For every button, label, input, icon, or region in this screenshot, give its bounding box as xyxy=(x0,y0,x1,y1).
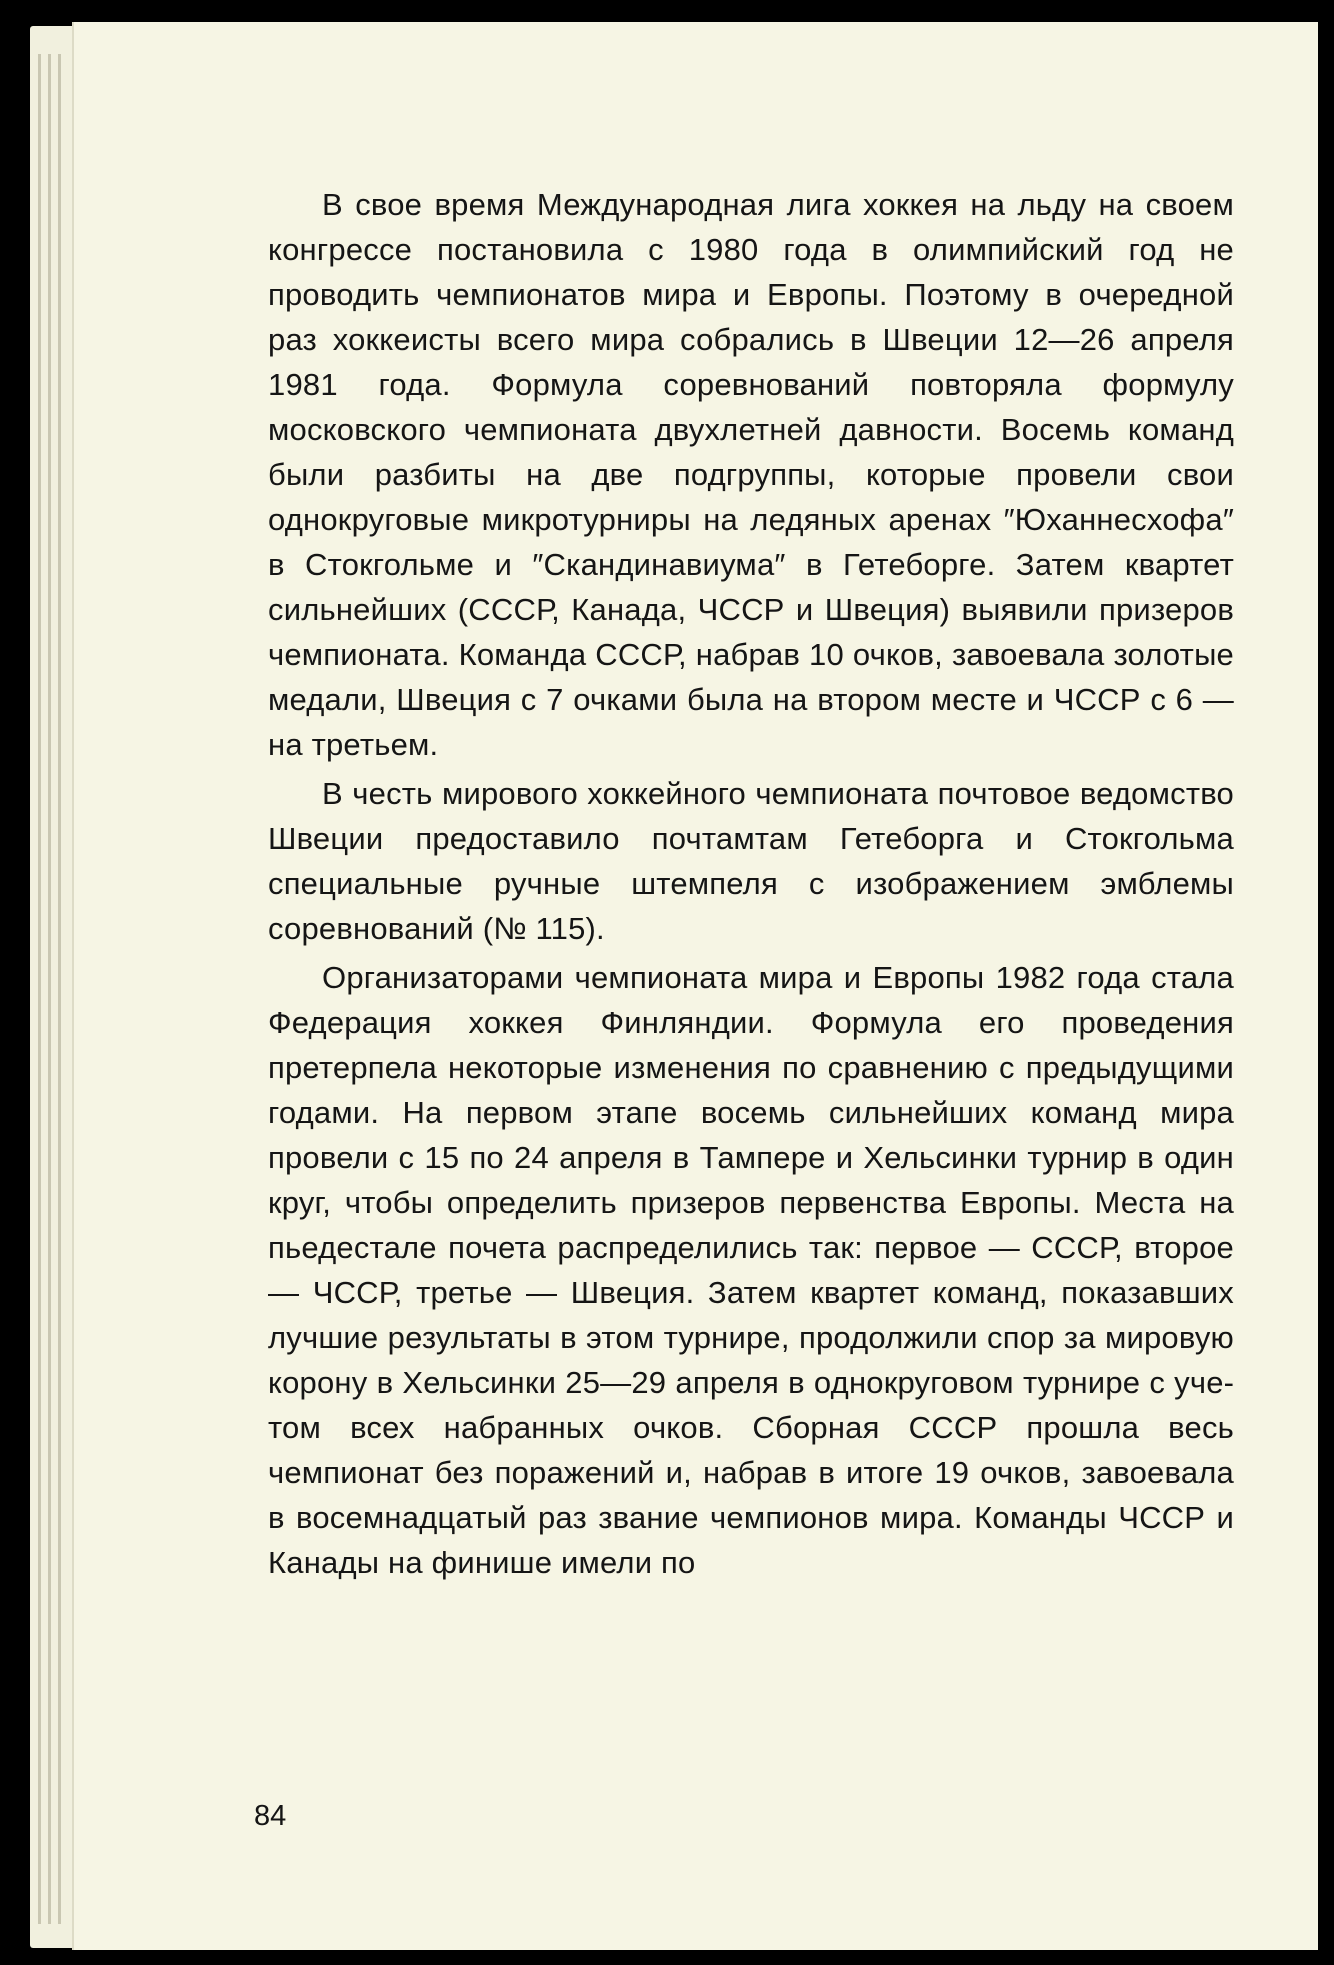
paragraph: В свое время Международная лига хоккея на льду на своем конгрессе постановила с 1980 года в олимпийский год не проводить чемпионатов мира и Европы. Поэтому в очередной раз хоккеисты всего мира собрались в Швеции 12—26 апреля 1981 года. Формула соревнований повторяла формулу московского чемпионата двухлетней давности. Восемь команд были разбиты на две подгруппы, которые провели свои однокруговые микротурниры на ледяных аренах ″Юханнесхофа″ в Стокгольме и ″Скандинавиума″ в Гетеборге. Затем квартет сильнейших (СССР, Канада, ЧССР и Швеция) выявили призеров чемпионата. Команда СССР, набрав 10 очков, завоевала золотые медали, Швеция с 7 очками была на втором месте и ЧССР с 6 — на третьем. xyxy=(268,187,1234,762)
page-number: 84 xyxy=(254,1800,287,1832)
page-edge-line xyxy=(48,54,51,1924)
page-edge-line xyxy=(38,54,41,1924)
paragraph: В честь мирового хоккейного чемпионата почтовое ведомство Швеции предоставило почтамтам Гетеборга и Стокгольма специальные ручные штемпеля с изображением эмблемы соревнований (№ 115). xyxy=(268,776,1234,946)
body-text xyxy=(268,182,1234,1589)
page-edge-line xyxy=(58,54,61,1924)
paragraph: Организаторами чемпионата мира и Европы 1982 года стала Федерация хоккея Финляндии. Формула его проведения претерпела некоторые изменения по сравнению с предыдущими годами. На первом этапе восемь сильнейших команд мира провели с 15 по 24 апреля в Тампере и Хельсинки турнир в один круг, чтобы определить призеров первенства Европы. Места на пьедестале почета распределились так: первое — СССР, второе — ЧССР, третье — Швеция. Затем квартет команд, показавших лучшие результаты в этом турнире, продолжили спор за мировую корону в Хельсинки 25—29 апреля в однокруговом турнире с учетом всех набранных очков. Сборная СССР прошла весь чемпионат без поражений и, набрав в итоге 19 очков, завоевала в восемнадцатый раз звание чемпионов мира. Команды ЧССР и Канады на финише имели по xyxy=(268,960,1234,1580)
